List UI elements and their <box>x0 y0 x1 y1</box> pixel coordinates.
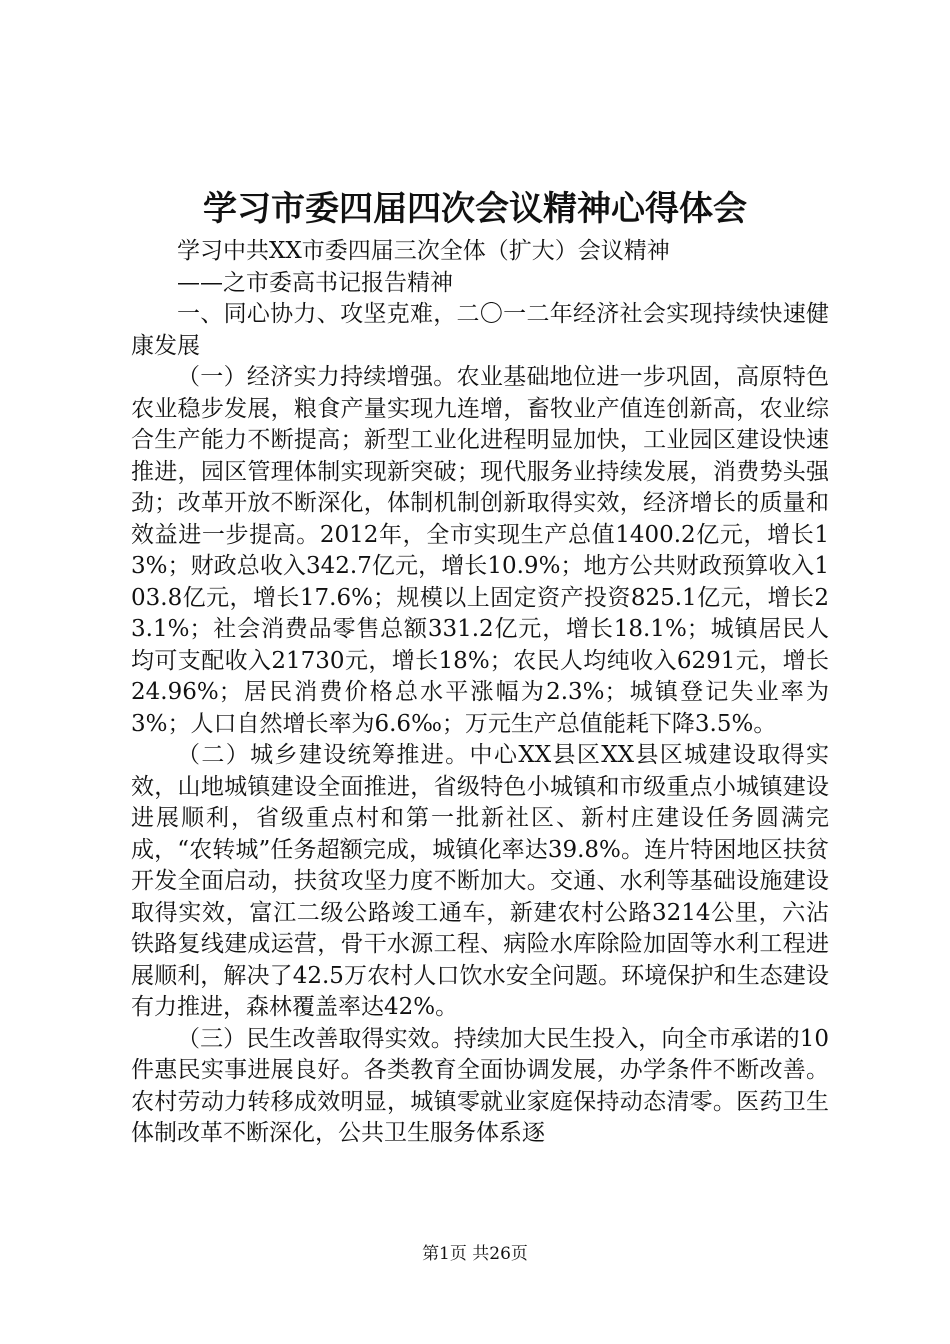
document-title: 学习市委四届四次会议精神心得体会 <box>203 189 747 229</box>
paragraph-urban-rural: （二）城乡建设统筹推进。中心XX县区XX县区城建设取得实效，山地城镇建设全面推进，省级特色小城镇和市级重点小城镇建设进展顺利，省级重点村和第一批新社区、新村庄建设任务圆满完成，“农转城”任务超额完成，城镇化率达39.8%。连片特困地区扶贫开发全面启动，扶贫攻坚力度不断加大。交通、水利等基础设施建设取得实效，富江二级公路竣工通车，新建农村公路3214公里，六沾铁路复线建成运营，骨干水源工程、病险水库除险加固等水利工程进展顺利，解决了42.5万农村人口饮水安全问题。环境保护和生态建设有力推进，森林覆盖率达42%。 <box>131 742 829 1020</box>
section-heading: 一、同心协力、攻坚克难，二〇一二年经济社会实现持续快速健康发展 <box>131 301 829 359</box>
document-body <box>131 236 829 1150</box>
page-footer: 第1页 共26页 <box>422 1244 528 1264</box>
paragraph-livelihood: （三）民生改善取得实效。持续加大民生投入，向全市承诺的10件惠民实事进展良好。各类教育全面协调发展，办学条件不断改善。农村劳动力转移成效明显，城镇零就业家庭保持动态清零。医药卫生体制改革不断深化，公共卫生服务体系逐 <box>131 1025 829 1146</box>
subtitle-line-2: ——之市委高书记报告精神 <box>177 269 453 296</box>
paragraph-economy: （一）经济实力持续增强。农业基础地位进一步巩固，高原特色农业稳步发展，粮食产量实现九连增，畜牧业产值连创新高，农业综合生产能力不断提高；新型工业化进程明显加快，工业园区建设快速推进，园区管理体制实现新突破；现代服务业持续发展，消费势头强劲；改革开放不断深化，体制机制创新取得实效，经济增长的质量和效益进一步提高。2012年，全市实现生产总值1400.2亿元，增长13%；财政总收入342.7亿元，增长10.9%；地方公共财政预算收入103.8亿元，增长17.6%；规模以上固定资产投资825.1亿元，增长23.1%；社会消费品零售总额331.2亿元，增长18.1%；城镇居民人均可支配收入21730元，增长18%；农民人均纯收入6291元，增长24.96%；居民消费价格总水平涨幅为2.3%；城镇登记失业率为3%；人口自然增长率为6.6‰；万元生产总值能耗下降3.5%。 <box>131 364 829 737</box>
subtitle-line-1: 学习中共XX市委四届三次全体（扩大）会议精神 <box>177 238 670 264</box>
